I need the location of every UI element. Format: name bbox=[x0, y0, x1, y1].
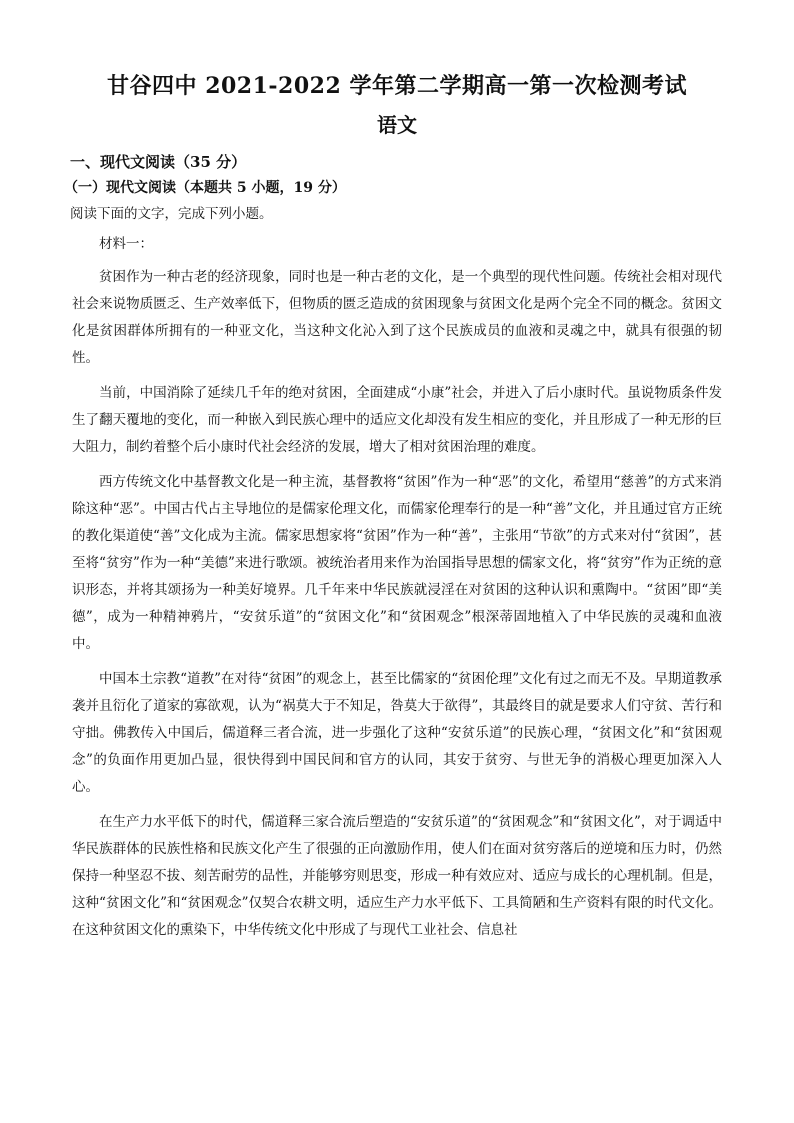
material-label: 材料一： bbox=[99, 236, 153, 252]
exam-title: 甘谷四中 2021-2022 学年第二学期高一第一次检测考试 bbox=[107, 73, 687, 99]
subject-title: 语文 bbox=[377, 113, 417, 137]
paragraph-2: 当前，中国消除了延续几千年的绝对贫困，全面建成“小康”社会，并进入了后小康时代。虽说物质条件发生了翻天覆地的变化，而一种嵌入到民族心理中的适应文化却没有发生相应的变化，并且形成了一种无形的巨大阻力，制约着整个后小康时代社会经济的发展，增大了相对贫困治理的难度。 bbox=[72, 385, 722, 455]
subsection-heading: （一）现代文阅读（本题共 5 小题，19 分） bbox=[64, 180, 346, 196]
paragraph-3: 西方传统文化中基督教文化是一种主流，基督教将“贫困”作为一种“恶”的文化，希望用“慈善”的方式来消除这种“恶”。中国古代占主导地位的是儒家伦理文化，而儒家伦理奉行的是一种“善”文化，并且通过官方正统的教化渠道使“善”文化成为主流。儒家思想家将“贫困”作为一种“善”，主张用“节欲”的方式来对付“贫困”，甚至将“贫穷”作为一种“美德”来进行歌颂。被统治者用来作为治国指导思想的儒家文化，将“贫穷”作为正统的意识形态，并将其颂扬为一种美好境界。几千年来中华民族就浸淫在对贫困的这种认识和熏陶中。“贫困”即“美德”，成为一种精神鸦片，“安贫乐道”的“贫困文化”和“贫困观念”根深蒂固地植入了中华民族的灵魂和血液中。 bbox=[72, 474, 722, 652]
paragraph-1: 贫困作为一种古老的经济现象，同时也是一种古老的文化，是一个典型的现代性问题。传统社会相对现代社会来说物质匮乏、生产效率低下，但物质的匮乏造成的贫困现象与贫困文化是两个完全不同的概念。贫困文化是贫困群体所拥有的一种亚文化，当这种文化沁入到了这个民族成员的血液和灵魂之中，就具有很强的韧性。 bbox=[72, 269, 722, 366]
exam-page bbox=[64, 70, 722, 952]
instruction-text: 阅读下面的文字，完成下列小题。 bbox=[70, 206, 273, 222]
section-heading: 一、现代文阅读（35 分） bbox=[70, 153, 247, 171]
paragraph-4: 中国本土宗教“道教”在对待“贫困”的观念上，甚至比儒家的“贫困伦理”文化有过之而无不及。早期道教承袭并且衍化了道家的寡欲观，认为“祸莫大于不知足，咎莫大于欲得”，其最终目的就是要求人们守贫、苦行和守拙。佛教传入中国后，儒道释三者合流，进一步强化了这种“安贫乐道”的民族心理，“贫困文化”和“贫困观念”的负面作用更加凸显，很快得到中国民间和官方的认同，其安于贫穷、与世无争的消极心理更加深入人心。 bbox=[72, 671, 722, 795]
paragraph-5: 在生产力水平低下的时代，儒道释三家合流后塑造的“安贫乐道”的“贫困观念”和“贫困文化”，对于调适中华民族群体的民族性格和民族文化产生了很强的正向激励作用，使人们在面对贫穷落后的逆境和压力时，仍然保持一种坚忍不拔、刻苦耐劳的品性，并能够穷则思变，形成一种有效应对、适应与成长的心理机制。但是，这种“贫困文化”和“贫困观念”仅契合农耕文明，适应生产力水平低下、工具简陋和生产资料有限的时代文化。在这种贫困文化的熏染下，中华传统文化中形成了与现代工业社会、信息社 bbox=[72, 814, 722, 938]
